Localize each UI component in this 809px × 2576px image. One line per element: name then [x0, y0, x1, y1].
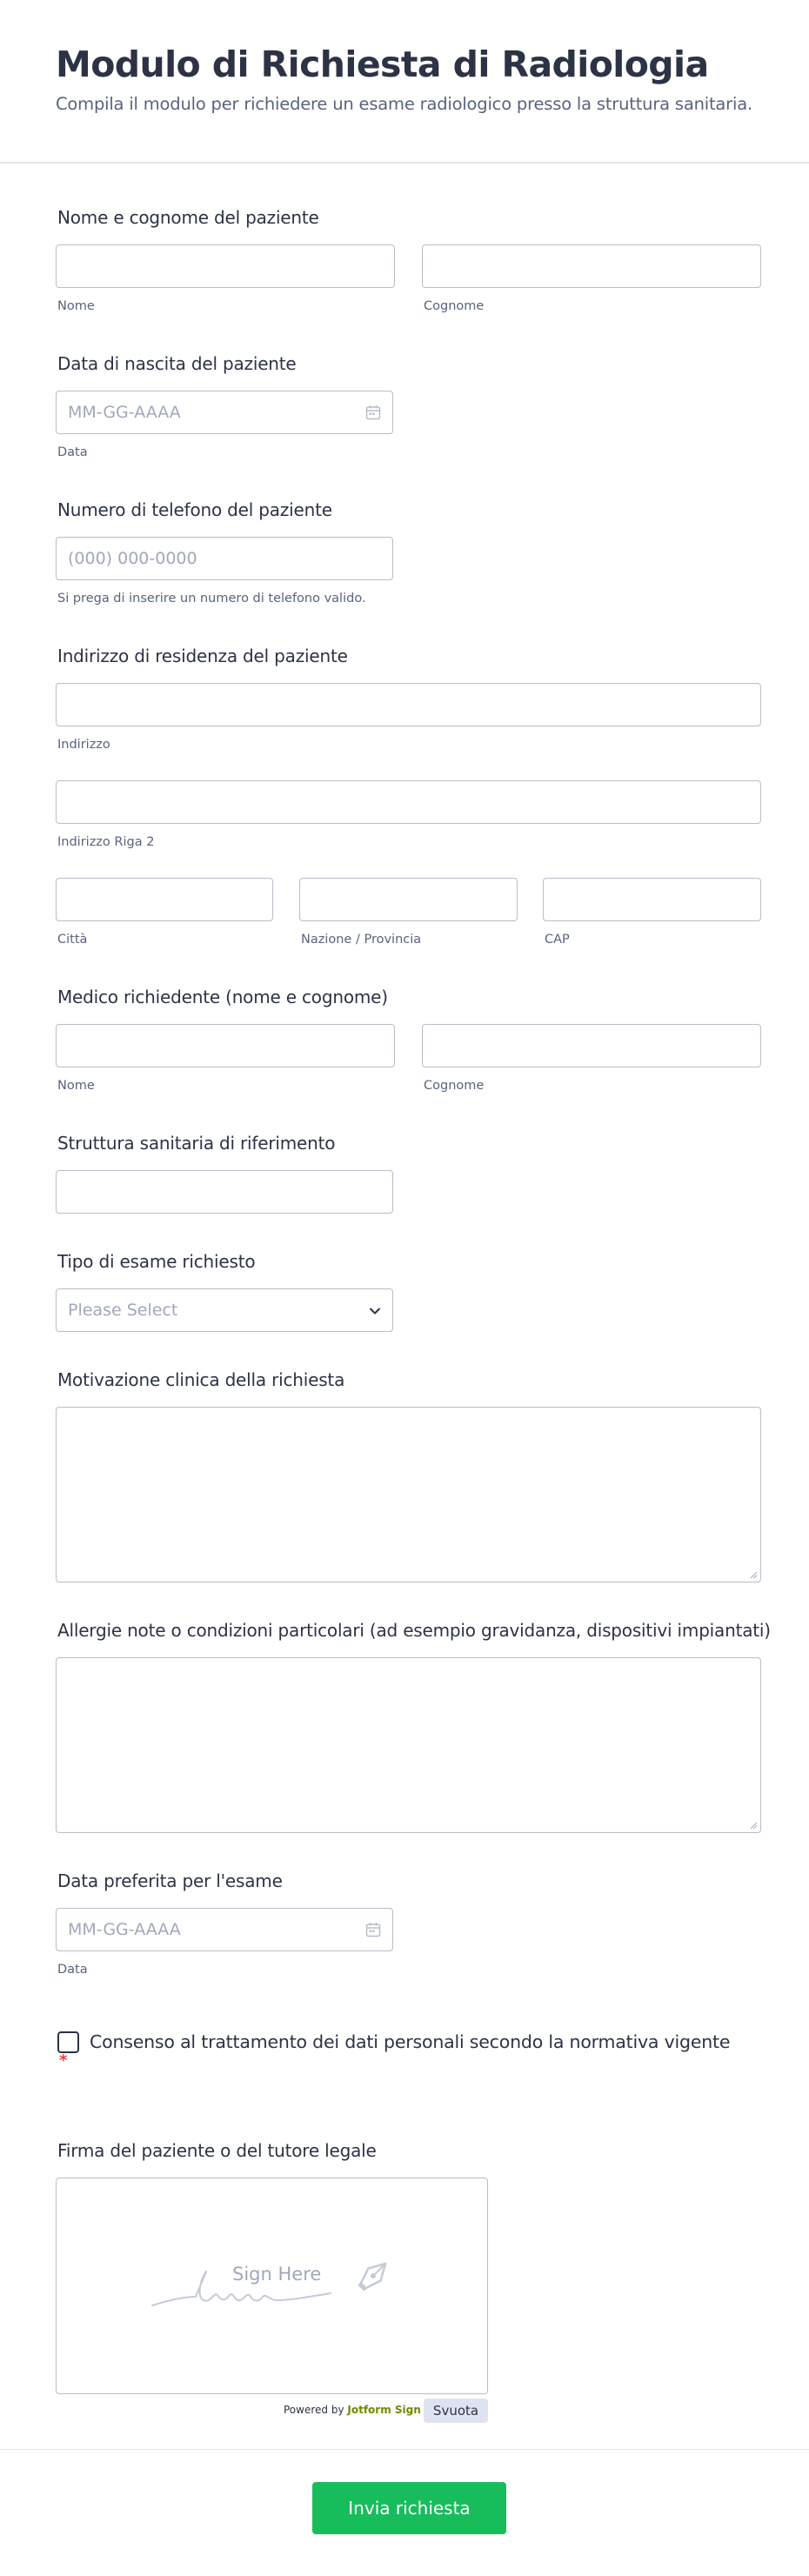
- doctor-last-name-sublabel: Cognome: [424, 1079, 485, 1093]
- state-sublabel: Nazione / Provincia: [301, 933, 422, 947]
- zip-input[interactable]: [543, 878, 761, 921]
- calendar-icon[interactable]: [365, 405, 381, 420]
- patient-first-name-sublabel: Nome: [57, 299, 95, 313]
- clear-signature-button[interactable]: Svuota: [424, 2399, 488, 2423]
- preferred-date-sublabel: Data: [57, 1963, 88, 1977]
- birth-date-sublabel: Data: [57, 445, 88, 459]
- patient-last-name-sublabel: Cognome: [424, 299, 485, 313]
- submit-button[interactable]: Invia richiesta: [312, 2482, 506, 2534]
- motivation-label: Motivazione clinica della richiesta: [57, 1369, 345, 1390]
- birth-date-input[interactable]: [56, 391, 393, 434]
- pen-nib-icon: [352, 2255, 394, 2297]
- exam-type-selected: Please Select: [68, 1301, 178, 1320]
- required-marker: *: [59, 2051, 68, 2070]
- page-title: Modulo di Richiesta di Radiologia: [56, 43, 709, 85]
- powered-by-brand[interactable]: Jotform Sign: [347, 2404, 421, 2416]
- preferred-date-label: Data preferita per l'esame: [57, 1870, 283, 1891]
- city-sublabel: Città: [57, 933, 88, 947]
- address-line2-input[interactable]: [56, 780, 761, 824]
- address-label: Indirizzo di residenza del paziente: [57, 646, 348, 666]
- phone-label: Numero di telefono del paziente: [57, 499, 332, 520]
- chevron-down-icon: [368, 1304, 382, 1318]
- calendar-icon[interactable]: [365, 1922, 381, 1937]
- zip-sublabel: CAP: [545, 933, 570, 947]
- exam-type-label: Tipo di esame richiesto: [57, 1251, 256, 1272]
- consent-label[interactable]: Consenso al trattamento dei dati personali secondo la normativa vigente: [90, 2031, 731, 2052]
- powered-by-text: [284, 2404, 421, 2416]
- facility-input[interactable]: [56, 1170, 393, 1214]
- form-footer: [0, 2449, 809, 2576]
- address-line2-sublabel: Indirizzo Riga 2: [57, 835, 155, 849]
- allergies-label: Allergie note o condizioni particolari (ad esempio gravidanza, dispositivi impiantati): [57, 1620, 771, 1641]
- resize-handle-icon[interactable]: [750, 1571, 758, 1579]
- preferred-date-input[interactable]: [56, 1908, 393, 1951]
- address-line1-sublabel: Indirizzo: [57, 738, 110, 752]
- doctor-label: Medico richiedente (nome e cognome): [57, 987, 388, 1007]
- resize-handle-icon[interactable]: [750, 1822, 758, 1830]
- preferred-date-placeholder: MM-GG-AAAA: [68, 1920, 181, 1939]
- phone-input[interactable]: [56, 537, 393, 580]
- phone-sublabel: Si prega di inserire un numero di telefono valido.: [57, 592, 366, 606]
- facility-label: Struttura sanitaria di riferimento: [57, 1133, 336, 1154]
- motivation-textarea[interactable]: [56, 1407, 761, 1582]
- doctor-last-name-input[interactable]: [422, 1024, 761, 1067]
- signature-label: Firma del paziente o del tutore legale: [57, 2140, 377, 2161]
- exam-type-select[interactable]: [56, 1288, 393, 1332]
- signature-pad[interactable]: [56, 2178, 488, 2394]
- birth-date-label: Data di nascita del paziente: [57, 353, 297, 374]
- birth-date-placeholder: MM-GG-AAAA: [68, 403, 181, 422]
- phone-placeholder: (000) 000-0000: [68, 549, 197, 568]
- doctor-first-name-input[interactable]: [56, 1024, 395, 1067]
- patient-name-label: Nome e cognome del paziente: [57, 207, 319, 228]
- patient-first-name-input[interactable]: [56, 244, 395, 288]
- consent-checkbox[interactable]: [57, 2031, 79, 2053]
- allergies-textarea[interactable]: [56, 1657, 761, 1833]
- address-line1-input[interactable]: [56, 683, 761, 726]
- doctor-first-name-sublabel: Nome: [57, 1079, 95, 1093]
- page-subtitle: Compila il modulo per richiedere un esame radiologico presso la struttura sanitaria.: [56, 94, 752, 114]
- signature-placeholder: Sign Here: [232, 2264, 322, 2285]
- state-input[interactable]: [299, 878, 518, 921]
- powered-by-prefix: Powered by: [284, 2404, 348, 2416]
- form-header: [0, 0, 809, 164]
- city-input[interactable]: [56, 878, 273, 921]
- patient-last-name-input[interactable]: [422, 244, 761, 288]
